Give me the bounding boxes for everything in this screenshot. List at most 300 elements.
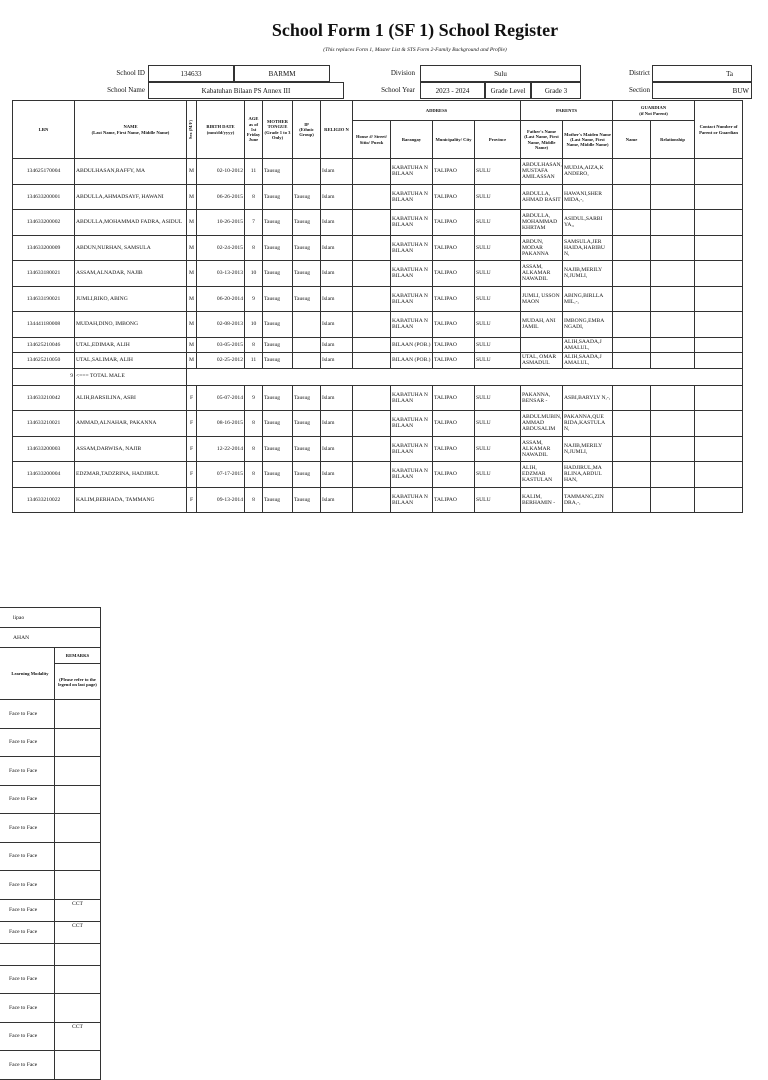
cell-name: ABDULLA,AHMADSAYF, HAWANI (75, 184, 187, 210)
cell-birth: 05-07-2014 (197, 385, 245, 411)
cell-ip (293, 337, 321, 353)
cell-ip: Tausug (293, 210, 321, 236)
cell-tongue: Tausug (263, 353, 293, 369)
form-title: School Form 1 (SF 1) School Register (271, 20, 559, 40)
cell-sex: F (187, 385, 197, 411)
remarks-table (0, 607, 101, 1080)
cell-tongue: Tausug (263, 159, 293, 185)
cell-lrn: 134633200004 (13, 462, 75, 488)
school-name-value: Kabatuhan Bilaan PS Annex III (148, 82, 344, 99)
school-name-label: School Name (107, 86, 145, 94)
cell-birth: 02-25-2012 (197, 353, 245, 369)
cell-learning-modality: Face to Face (0, 921, 55, 943)
cell-guardian-relationship (651, 411, 695, 437)
header-religion: RELIGIO N (321, 101, 353, 159)
list-item (0, 899, 101, 921)
cell-contact (695, 210, 743, 236)
cell-municipality: TALIPAO (433, 462, 475, 488)
cell-tongue: Tausug (263, 210, 293, 236)
cell-province: SULU (475, 462, 521, 488)
cell-municipality: TALIPAO (433, 235, 475, 261)
cell-municipality: TALIPAO (433, 337, 475, 353)
cell-age: 7 (245, 210, 263, 236)
cell-house (353, 312, 391, 338)
header-ip: IP (Ethnic Group) (293, 101, 321, 159)
cell-sex: M (187, 159, 197, 185)
cell-mother: HADJIRUL,MA RLINA,ABDUL HAN, (563, 462, 613, 488)
cell-father: ABDUN, MODAR PAKANNA (521, 235, 563, 261)
cell-learning-modality: Face to Face (0, 757, 55, 786)
cell-barangay: KABATUHA N BILAAN (391, 487, 433, 513)
cell-religion: Islam (321, 312, 353, 338)
cell-father: ABDULLA, AHMAD BASIT (521, 184, 563, 210)
cell-guardian-relationship (651, 436, 695, 462)
district-value: Ta (652, 65, 752, 82)
cell-age: 8 (245, 487, 263, 513)
cell-province: SULU (475, 436, 521, 462)
cell-remarks (55, 785, 101, 814)
cell-municipality: TALIPAO (433, 487, 475, 513)
cell-guardian-name (613, 159, 651, 185)
cell-learning-modality: Face to Face (0, 700, 55, 729)
cell-birth: 06-20-2014 (197, 286, 245, 312)
cell-name: MUDAH,DINO, IMBONG (75, 312, 187, 338)
cell-sex: M (187, 312, 197, 338)
cell-ip: Tausug (293, 261, 321, 287)
cell-remarks (55, 814, 101, 843)
cell-sex: M (187, 235, 197, 261)
cell-learning-modality: Face to Face (0, 899, 55, 921)
cell-name: EDZMAR,TADZRINA, HADJIRUL (75, 462, 187, 488)
cell-province: SULU (475, 337, 521, 353)
cell-house (353, 235, 391, 261)
school-year-value: 2023 - 2024 (420, 82, 485, 99)
list-item (0, 1051, 101, 1080)
cell-age: 10 (245, 312, 263, 338)
cell-house (353, 286, 391, 312)
cell-province: SULU (475, 385, 521, 411)
cell-province: SULU (475, 261, 521, 287)
cell-father: ABDULMUBIN, AMMAD ABDUSALIM (521, 411, 563, 437)
cell-religion: Islam (321, 210, 353, 236)
table-row (13, 411, 743, 437)
cell-barangay: KABATUHA N BILAAN (391, 261, 433, 287)
cell-province: SULU (475, 487, 521, 513)
cell-age: 8 (245, 235, 263, 261)
cell-remarks (55, 700, 101, 729)
cell-barangay: KABATUHA N BILAAN (391, 436, 433, 462)
total-male-label: <=== TOTAL MALE (75, 368, 187, 385)
cell-barangay: KABATUHA N BILAAN (391, 385, 433, 411)
cell-father: ASSAM, ALKAMAR NAWADIL (521, 436, 563, 462)
cell-ip: Tausug (293, 462, 321, 488)
cell-contact (695, 312, 743, 338)
cell-guardian-name (613, 353, 651, 369)
cell-religion: Islam (321, 436, 353, 462)
cell-remarks (55, 943, 101, 965)
cell-learning-modality: Face to Face (0, 965, 55, 994)
table-row (13, 462, 743, 488)
header-name: NAME (Last Name, First Name, Middle Name) (75, 101, 187, 159)
cell-father: ALIH, EDZMAR KASTULAN (521, 462, 563, 488)
cell-father: ABDULLA, MOHAMMAD KHRTAM (521, 210, 563, 236)
cell-lrn: 134633210042 (13, 385, 75, 411)
cell-religion: Islam (321, 337, 353, 353)
list-item (0, 943, 101, 965)
header-house: House #/ Street/ Sitio/ Purok (353, 121, 391, 159)
cell-name: UTAL,EDIMAR, ALIH (75, 337, 187, 353)
cell-guardian-name (613, 462, 651, 488)
cell-ip: Tausug (293, 286, 321, 312)
cell-tongue: Tausug (263, 337, 293, 353)
list-item (0, 757, 101, 786)
cell-province: SULU (475, 312, 521, 338)
cell-name: JUMLI,RIKO, ABING (75, 286, 187, 312)
cell-learning-modality (0, 943, 55, 965)
header-address: ADDRESS (353, 101, 521, 121)
division-value: Sulu (420, 65, 581, 82)
cell-father (521, 337, 563, 353)
cell-ip: Tausug (293, 184, 321, 210)
total-male-count: 9 (13, 368, 75, 385)
table-row (13, 286, 743, 312)
list-item (0, 994, 101, 1023)
cell-tongue: Tausug (263, 436, 293, 462)
cell-learning-modality: Face to Face (0, 785, 55, 814)
cell-age: 11 (245, 353, 263, 369)
table-row (13, 353, 743, 369)
header-sex: Sex (M/F) (187, 101, 197, 159)
cell-contact (695, 159, 743, 185)
cell-mother: SAMSULA,JER HAIDA,HABIBU N, (563, 235, 613, 261)
cell-birth: 10-26-2015 (197, 210, 245, 236)
cell-municipality: TALIPAO (433, 210, 475, 236)
cell-lrn: 134633210021 (13, 411, 75, 437)
cell-religion: Islam (321, 353, 353, 369)
cell-mother: ASIDUL,SARBI YA,, (563, 210, 613, 236)
cell-contact (695, 487, 743, 513)
list-item (0, 965, 101, 994)
cell-remarks (55, 871, 101, 900)
cell-barangay: KABATUHA N BILAAN (391, 184, 433, 210)
cell-barangay: BILAAN (POB.) (391, 337, 433, 353)
cell-guardian-name (613, 487, 651, 513)
header-remarks-note: (Please refer to the legend on last page) (55, 664, 101, 700)
school-id-label: School ID (116, 69, 145, 77)
cell-mother: ASBI,BARYLY N,-, (563, 385, 613, 411)
cell-guardian-name (613, 436, 651, 462)
cell-lrn: 134633200009 (13, 235, 75, 261)
cell-name: AMMAD,ALNAHAR, PAKANNA (75, 411, 187, 437)
cell-province: SULU (475, 353, 521, 369)
cell-ip (293, 159, 321, 185)
cell-birth: 06-26-2015 (197, 184, 245, 210)
cell-mother: IMBONG,EMBA NGADI, (563, 312, 613, 338)
cell-guardian-relationship (651, 286, 695, 312)
cell-contact (695, 337, 743, 353)
cell-sex: M (187, 337, 197, 353)
cell-barangay: KABATUHA N BILAAN (391, 411, 433, 437)
cell-barangay: KABATUHA N BILAAN (391, 235, 433, 261)
cell-guardian-relationship (651, 353, 695, 369)
cell-lrn: 134625210050 (13, 353, 75, 369)
cell-age: 9 (245, 286, 263, 312)
cell-contact (695, 436, 743, 462)
cell-guardian-relationship (651, 312, 695, 338)
grade-level-value: Grade 3 (531, 82, 581, 99)
cell-learning-modality: Face to Face (0, 728, 55, 757)
cell-tongue: Tausug (263, 487, 293, 513)
cell-tongue: Tausug (263, 261, 293, 287)
list-item (0, 785, 101, 814)
cell-birth: 12-22-2014 (197, 436, 245, 462)
cell-tongue: Tausug (263, 184, 293, 210)
table-row (13, 487, 743, 513)
header-father: Father's Name (Last Name, First Name, Middle Name) (521, 121, 563, 159)
cell-age: 11 (245, 159, 263, 185)
cell-birth: 07-17-2015 (197, 462, 245, 488)
cell-house (353, 385, 391, 411)
cell-tongue: Tausug (263, 312, 293, 338)
side-stub-municipality: lipao (0, 608, 101, 628)
cell-mother: ALIH,SAADA,J AMALUL, (563, 353, 613, 369)
cell-barangay: KABATUHA N BILAAN (391, 210, 433, 236)
cell-house (353, 261, 391, 287)
cell-guardian-name (613, 337, 651, 353)
total-male-blank (187, 368, 743, 385)
cell-mother: TAMMANG,ZIN DRA,-, (563, 487, 613, 513)
cell-guardian-name (613, 184, 651, 210)
cell-age: 8 (245, 337, 263, 353)
cell-sex: M (187, 210, 197, 236)
cell-age: 8 (245, 462, 263, 488)
table-row (13, 337, 743, 353)
cell-contact (695, 411, 743, 437)
cell-guardian-name (613, 385, 651, 411)
cell-lrn: 134441180008 (13, 312, 75, 338)
cell-remarks (55, 728, 101, 757)
cell-guardian-relationship (651, 210, 695, 236)
cell-religion: Islam (321, 261, 353, 287)
cell-province: SULU (475, 210, 521, 236)
cell-birth: 02-08-2013 (197, 312, 245, 338)
district-label: District (629, 69, 650, 77)
cell-lrn: 134633200003 (13, 436, 75, 462)
cell-religion: Islam (321, 385, 353, 411)
cell-religion: Islam (321, 159, 353, 185)
cell-religion: Islam (321, 487, 353, 513)
cell-house (353, 411, 391, 437)
cell-municipality: TALIPAO (433, 261, 475, 287)
cell-sex: F (187, 411, 197, 437)
cell-house (353, 184, 391, 210)
list-item (0, 921, 101, 943)
cell-lrn: 134633210022 (13, 487, 75, 513)
cell-religion: Islam (321, 235, 353, 261)
cell-province: SULU (475, 159, 521, 185)
cell-house (353, 436, 391, 462)
cell-lrn: 134633190021 (13, 286, 75, 312)
header-contact: Contact Number of Parent or Guardian (695, 101, 743, 159)
cell-house (353, 353, 391, 369)
cell-father: KALIM, BERHAMIN - (521, 487, 563, 513)
register-table (12, 100, 743, 513)
cell-guardian-relationship (651, 159, 695, 185)
cell-tongue: Tausug (263, 286, 293, 312)
cell-mother: NAJIB,MERILY N,JUMLI, (563, 436, 613, 462)
cell-age: 10 (245, 261, 263, 287)
table-row (13, 312, 743, 338)
cell-birth: 02-24-2015 (197, 235, 245, 261)
cell-sex: M (187, 261, 197, 287)
header-mother: Mother's Maiden Name (Last Name, First Name, Middle Name) (563, 121, 613, 159)
cell-religion: Islam (321, 462, 353, 488)
cell-province: SULU (475, 286, 521, 312)
cell-province: SULU (475, 184, 521, 210)
cell-name: ABDULHASAN,RAFFY, MA (75, 159, 187, 185)
header-parents: PARENTS (521, 101, 613, 121)
cell-father: UTAL, OMAR ASMADUL (521, 353, 563, 369)
cell-contact (695, 286, 743, 312)
cell-contact (695, 235, 743, 261)
cell-house (353, 337, 391, 353)
cell-age: 8 (245, 411, 263, 437)
cell-tongue: Tausug (263, 385, 293, 411)
header-remarks: REMARKS (55, 648, 101, 664)
cell-name: ABDUN,NURHAN, SAMSULA (75, 235, 187, 261)
cell-house (353, 210, 391, 236)
cell-remarks: CCT (55, 921, 101, 943)
cell-remarks (55, 965, 101, 994)
cell-barangay: KABATUHA N BILAAN (391, 286, 433, 312)
header-learning-modality: Learning Modality (0, 648, 55, 700)
school-year-label: School Year (381, 86, 415, 94)
total-male-row (13, 368, 743, 385)
cell-age: 8 (245, 436, 263, 462)
header-barangay: Barangay (391, 121, 433, 159)
grade-level-label: Grade Level (485, 82, 531, 99)
cell-municipality: TALIPAO (433, 312, 475, 338)
table-row (13, 159, 743, 185)
cell-mother: MUDJA,AIZA,K ANDERO, (563, 159, 613, 185)
cell-ip: Tausug (293, 235, 321, 261)
cell-guardian-name (613, 411, 651, 437)
cell-barangay: KABATUHA N BILAAN (391, 312, 433, 338)
cell-name: UTAL,SALIMAR, ALIH (75, 353, 187, 369)
cell-guardian-relationship (651, 487, 695, 513)
header-birth-date: BIRTH DATE (mm/dd/yyyy) (197, 101, 245, 159)
cell-birth: 03-13-2013 (197, 261, 245, 287)
cell-mother: ALIH,SAADA,J AMALUL, (563, 337, 613, 353)
cell-municipality: TALIPAO (433, 353, 475, 369)
header-province: Province (475, 121, 521, 159)
cell-age: 9 (245, 385, 263, 411)
header-municipality: Municipality/ City (433, 121, 475, 159)
cell-contact (695, 385, 743, 411)
cell-guardian-relationship (651, 184, 695, 210)
header-guardian-relationship: Relationship (651, 121, 695, 159)
cell-guardian-name (613, 286, 651, 312)
cell-guardian-relationship (651, 261, 695, 287)
cell-remarks: CCT (55, 899, 101, 921)
cell-house (353, 487, 391, 513)
cell-sex: M (187, 353, 197, 369)
region-value: BARMM (234, 65, 330, 82)
cell-contact (695, 462, 743, 488)
cell-sex: M (187, 184, 197, 210)
cell-guardian-name (613, 210, 651, 236)
cell-father: PAKANNA, BENSAR - (521, 385, 563, 411)
cell-sex: F (187, 487, 197, 513)
cell-remarks (55, 757, 101, 786)
table-row (13, 261, 743, 287)
cell-municipality: TALIPAO (433, 436, 475, 462)
cell-tongue: Tausug (263, 235, 293, 261)
cell-contact (695, 184, 743, 210)
cell-sex: F (187, 462, 197, 488)
cell-contact (695, 261, 743, 287)
cell-barangay: KABATUHA N BILAAN (391, 462, 433, 488)
cell-father: MUDAH, ANI JAMIL (521, 312, 563, 338)
table-row (13, 385, 743, 411)
cell-tongue: Tausug (263, 411, 293, 437)
list-item (0, 700, 101, 729)
cell-name: ABDULLA,MOHAMMAD FADRA, ASIDUL (75, 210, 187, 236)
cell-contact (695, 353, 743, 369)
cell-barangay: BILAAN (POB.) (391, 353, 433, 369)
cell-learning-modality: Face to Face (0, 871, 55, 900)
cell-guardian-name (613, 261, 651, 287)
cell-guardian-relationship (651, 462, 695, 488)
cell-tongue: Tausug (263, 462, 293, 488)
cell-birth: 03-05-2015 (197, 337, 245, 353)
list-item (0, 842, 101, 871)
cell-mother: PAKANNA,QUE RIDA,KASTULA N, (563, 411, 613, 437)
section-value: BUW (652, 82, 752, 99)
cell-municipality: TALIPAO (433, 385, 475, 411)
cell-ip: Tausug (293, 436, 321, 462)
header-mother-tongue: MOTHER TONGUE (Grade 1 to 3 Only) (263, 101, 293, 159)
cell-barangay: KABATUHA N BILAAN (391, 159, 433, 185)
cell-lrn: 134633180021 (13, 261, 75, 287)
header-guardian: GUARDIAN (if Not Parent) (613, 101, 695, 121)
cell-ip (293, 353, 321, 369)
cell-learning-modality: Face to Face (0, 842, 55, 871)
cell-religion: Islam (321, 184, 353, 210)
cell-municipality: TALIPAO (433, 159, 475, 185)
cell-birth: 08-16-2015 (197, 411, 245, 437)
list-item (0, 1022, 101, 1051)
cell-father: ASSAM, ALKAMAR NAWADIL (521, 261, 563, 287)
cell-lrn: 134633200001 (13, 184, 75, 210)
cell-learning-modality: Face to Face (0, 994, 55, 1023)
cell-remarks (55, 1051, 101, 1080)
cell-municipality: TALIPAO (433, 286, 475, 312)
header-age: AGE as of 1st Friday June (245, 101, 263, 159)
cell-province: SULU (475, 235, 521, 261)
cell-lrn: 134625170004 (13, 159, 75, 185)
cell-father: ABDULHASAN, MUSTAFA AMILASSAN (521, 159, 563, 185)
cell-birth: 02-10-2012 (197, 159, 245, 185)
cell-mother: ABING,BIRLLA MIL,-, (563, 286, 613, 312)
cell-municipality: TALIPAO (433, 411, 475, 437)
table-row (13, 235, 743, 261)
list-item (0, 871, 101, 900)
side-stub-section: AHAN (0, 628, 101, 648)
cell-name: ALIH,BARSILINA, ASBI (75, 385, 187, 411)
cell-guardian-relationship (651, 385, 695, 411)
cell-province: SULU (475, 411, 521, 437)
